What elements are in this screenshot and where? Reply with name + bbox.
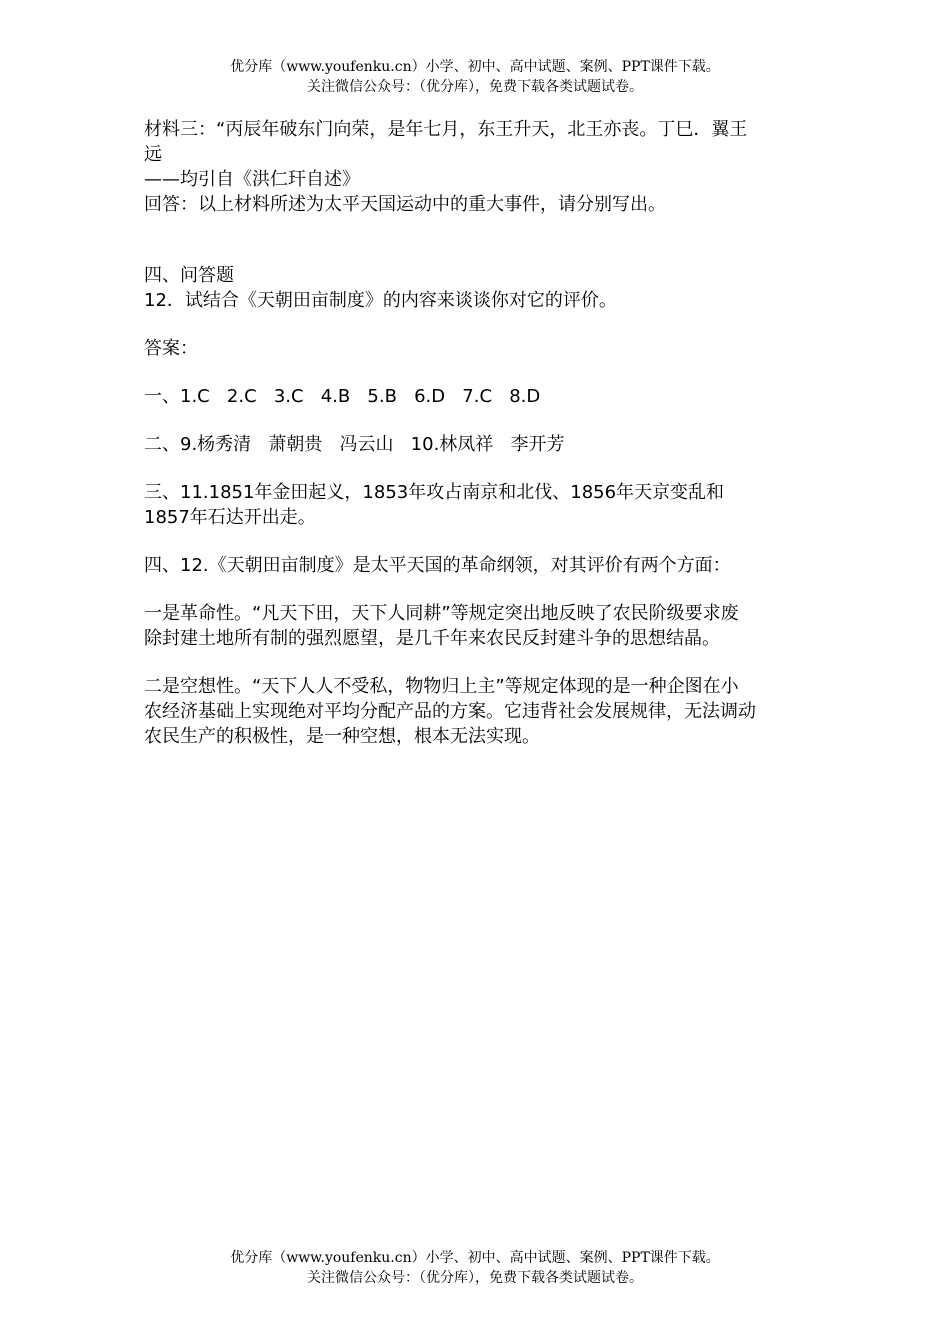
footer-line-1: 优分库（www.youfenku.cn）小学、初中、高中试题、案例、PPT课件下载。 [230, 1250, 720, 1266]
material-three-line-2: 远 [144, 144, 162, 165]
answers-part-3-line-2: 1857年石达开出走。 [144, 507, 316, 528]
material-source: ——均引自《洪仁玕自述》 [144, 169, 360, 190]
answers-part-1-text: 一、1.C 2.C 3.C 4.B 5.B 6.D 7.C 8.D [144, 386, 541, 407]
material-question: 回答：以上材料所述为太平天国运动中的重大事件，请分别写出。 [144, 194, 666, 215]
material-three-line-1: 材料三：“丙辰年破东门向荣，是年七月，东王升天，北王亦丧。丁巳．翼王 [144, 119, 748, 140]
footer-line-2: 关注微信公众号：（优分库），免费下载各类试题试卷。 [307, 1270, 643, 1286]
question-12: 12．试结合《天朝田亩制度》的内容来谈谈你对它的评价。 [144, 290, 617, 311]
point-1-line-1: 一是革命性。“凡天下田，天下人同耕”等规定突出地反映了农民阶级要求废 [144, 603, 739, 624]
section-four-title: 四、问答题 [144, 265, 234, 286]
answers-part-2 [144, 432, 809, 457]
page-footer [0, 1248, 950, 1288]
answers-label: 答案： [144, 338, 198, 359]
answers-part-2-text: 二、9.杨秀清 萧朝贵 冯云山 10.林凤祥 李开芳 [144, 434, 565, 455]
page-header [0, 57, 950, 97]
answers-part-1 [144, 384, 809, 409]
document-body [144, 117, 809, 749]
point-1-line-2: 除封建土地所有制的强烈愿望，是几千年来农民反封建斗争的思想结晶。 [144, 628, 720, 649]
header-line-2: 关注微信公众号：（优分库），免费下载各类试题试卷。 [307, 79, 643, 95]
point-2-line-1: 二是空想性。“天下人人不受私，物物归上主”等规定体现的是一种企图在小 [144, 676, 739, 697]
point-2-line-3: 农民生产的积极性，是一种空想，根本无法实现。 [144, 726, 540, 747]
point-2-line-2: 农经济基础上实现绝对平均分配产品的方案。它违背社会发展规律，无法调动 [144, 701, 756, 722]
answers-part-4: 四、12.《天朝田亩制度》是太平天国的革命纲领，对其评价有两个方面： [144, 555, 731, 576]
answers-part-3-line-1: 三、11.1851年金田起义，1853年攻占南京和北伐、1856年天京变乱和 [144, 482, 725, 503]
header-line-1: 优分库（www.youfenku.cn）小学、初中、高中试题、案例、PPT课件下载。 [230, 59, 720, 75]
